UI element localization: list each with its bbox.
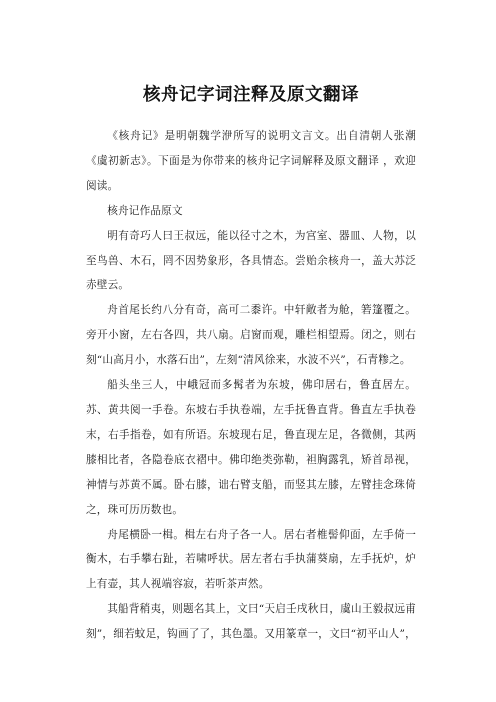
text-paragraph: 舟首尾长约八分有奇，高可二黍许。中轩敞者为舱，箬篷覆之。旁开小窗，左右各四，共八扇。启窗而观，雕栏相望焉。闭之，则右刻“山高月小，水落石出”，左刻“清风徐来，水波不兴”，石青糁之。 xyxy=(86,304,416,367)
section-heading: 核舟记作品原文 xyxy=(107,204,183,217)
document-title: 核舟记字词注释及原文翻译 xyxy=(143,85,359,105)
text-paragraph: 船头坐三人，中峨冠而多髯者为东坡，佛印居右，鲁直居左。苏、黄共阅一手卷。东坡右手执卷端，左手抚鲁直背。鲁直左手执卷末，右手指卷，如有所语。东坡现右足，鲁直现左足，各微侧，其两膝相比者，各隐卷底衣褶中。佛印绝类弥勒，袒胸露乳，矫首昂视，神情与苏黄不属。卧右膝，诎右臂支船，而竖其左膝，左臂挂念珠倚之，珠可历历数也。 xyxy=(86,379,416,516)
document-body xyxy=(86,124,416,647)
intro-paragraph: 《核舟记》是明朝魏学洢所写的说明文言文。出自清朝人张潮《虞初新志》。下面是为你带来的核舟记字词解释及原文翻译 ，欢迎阅读。 xyxy=(86,130,416,192)
text-paragraph: 舟尾横卧一楫。楫左右舟子各一人。居右者椎髻仰面，左手倚一衡木，右手攀右趾，若啸呼状。居左者右手执蒲葵扇，左手抚炉，炉上有壶，其人视端容寂，若听茶声然。 xyxy=(86,528,416,591)
text-paragraph: 其船背稍夷，则题名其上，文曰“天启壬戌秋日，虞山王毅叔远甫刻”，细若蚊足，钩画了了，其色墨。又用篆章一，文曰“初平山人”， xyxy=(86,603,416,641)
text-paragraph: 明有奇巧人曰王叔远，能以径寸之木，为宫室、器皿、人物，以至鸟兽、木石，罔不因势象形，各具情态。尝贻余核舟一，盖大苏泛赤壁云。 xyxy=(86,229,416,292)
